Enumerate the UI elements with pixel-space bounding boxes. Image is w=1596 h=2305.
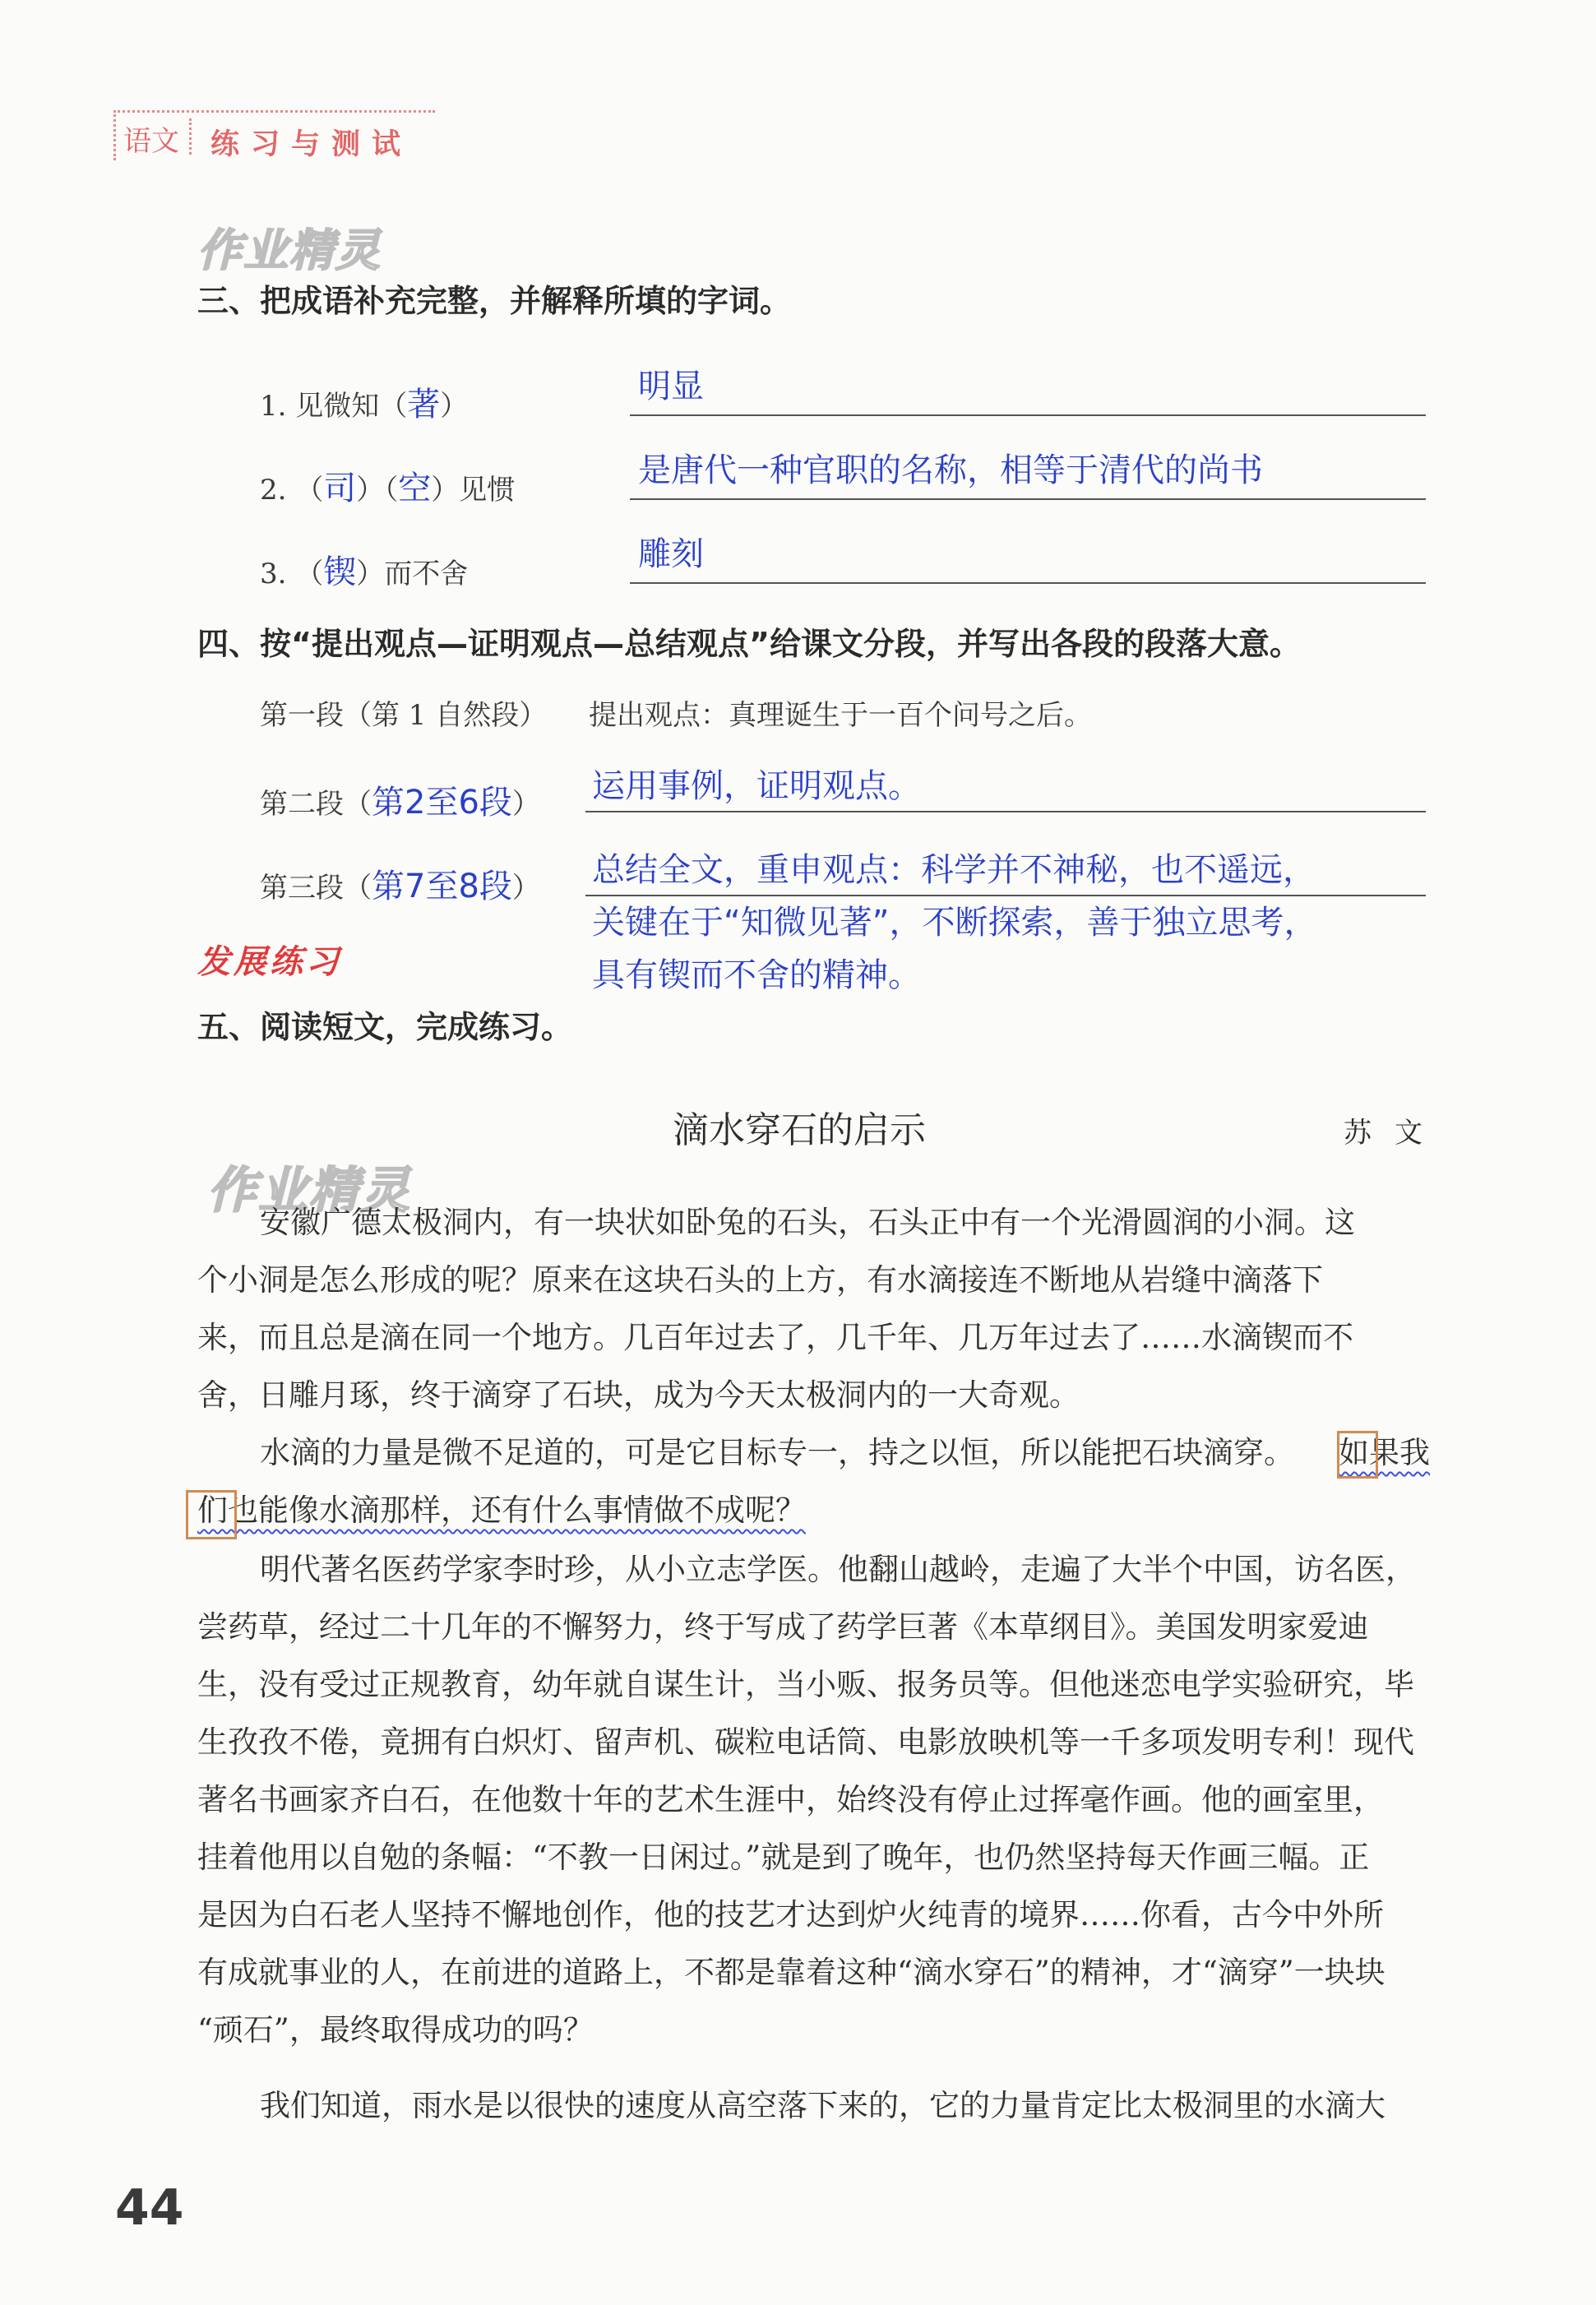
- passage-line: 我们知道，雨水是以很快的速度从高空落下来的，它的力量肯定比太极洞里的水滴大: [260, 2088, 1386, 2123]
- row-label: ）: [511, 788, 540, 821]
- item-text: ）见惯: [431, 474, 516, 507]
- watermark: 作业精灵: [197, 224, 382, 276]
- passage-line: 安徽广德太极洞内，有一块状如卧兔的石头，石头正中有一个光滑圆润的小洞。这: [260, 1205, 1355, 1240]
- idiom-item-3: [260, 546, 468, 593]
- passage-line: “顽石”，最终取得成功的吗？: [197, 2012, 594, 2048]
- watermark: 作业精灵: [207, 1162, 411, 1220]
- item-number: 2.: [260, 474, 287, 507]
- paragraph-row-3: [260, 860, 540, 907]
- item-text: ）而不舍: [356, 558, 469, 590]
- annotation-box: [1337, 1431, 1378, 1479]
- passage-line: 明代著名医药学家李时珍，从小立志学医。他翻山越岭，走遍了大半个中国，访名医，: [260, 1552, 1416, 1587]
- row-label: 第一段（第 1 自然段）: [260, 699, 548, 732]
- annotation-box: [186, 1490, 237, 1539]
- passage-line: 尝药草，经过二十几年的不懈努力，终于写成了药学巨著《本草纲目》。美国发明家爱迪: [197, 1609, 1369, 1645]
- page-header: [113, 110, 433, 161]
- idiom-answer-1[interactable]: 明显: [638, 368, 704, 405]
- passage-line: 是因为白石老人坚持不懈地创作，他的技艺才达到炉火纯青的境界……你看，古今中外所: [197, 1897, 1384, 1932]
- filled-char[interactable]: 空: [398, 470, 432, 507]
- underlined-sentence: 们也能像水滴那样，还有什么事情做不成呢？: [197, 1493, 806, 1528]
- item-text: （: [295, 558, 324, 590]
- filled-char[interactable]: 司: [323, 470, 357, 507]
- item-text: 见微知（: [295, 390, 408, 423]
- item-text: （: [295, 474, 324, 507]
- answer-line: [630, 498, 1426, 500]
- passage-line: 挂着他用以自勉的条幅：“不教一日闲过。”就是到了晚年，也仍然坚持每天作画三幅。正: [197, 1840, 1370, 1875]
- section5-heading: 五、阅读短文，完成练习。: [197, 1009, 573, 1045]
- row-answer-3-line1[interactable]: 总结全文，重申观点：科学并不神秘，也不遥远，: [592, 851, 1316, 889]
- idiom-item-2: [260, 462, 515, 509]
- passage-title: 滴水穿石的启示: [673, 1109, 926, 1151]
- header-title: 练习与测试: [210, 128, 413, 161]
- passage-line: 著名书画家齐白石，在他数十年的艺术生涯中，始终没有停止过挥毫作画。他的画室里，: [197, 1782, 1384, 1817]
- row-content: 提出观点：真理诞生于一百个问号之后。: [589, 699, 1092, 732]
- item-number: 1.: [260, 390, 287, 423]
- page-number: 44: [115, 2179, 184, 2237]
- passage-line: 有成就事业的人，在前进的道路上，不都是靠着这种“滴水穿石”的精神，才“滴穿”一块块: [197, 1955, 1386, 1990]
- section3-heading: 三、把成语补充完整，并解释所填的字词。: [197, 283, 792, 319]
- filled-range[interactable]: 第7至8段: [372, 868, 512, 905]
- row-answer-2[interactable]: 运用事例，证明观点。: [592, 767, 921, 805]
- filled-char[interactable]: 著: [407, 386, 441, 424]
- passage-line: 生孜孜不倦，竟拥有白炽灯、留声机、碳粒电话筒、电影放映机等一千多项发明专利！现代: [197, 1724, 1414, 1760]
- paragraph-row-1: [260, 692, 547, 733]
- idiom-item-1: [260, 378, 468, 425]
- row-answer-3-line3[interactable]: 具有锲而不舍的精神。: [592, 956, 921, 994]
- section4-heading: 四、按“提出观点—证明观点—总结观点”给课文分段，并写出各段的段落大意。: [197, 626, 1301, 662]
- passage-line: 个小洞是怎么形成的呢？原来在这块石头的上方，有水滴接连不断地从岩缝中滴落下: [197, 1262, 1323, 1298]
- passage-line: 生，没有受过正规教育，幼年就自谋生计，当小贩、报务员等。但他迷恋电学实验研究，毕: [197, 1667, 1414, 1702]
- idiom-answer-2[interactable]: 是唐代一种官职的名称，相等于清代的尚书: [638, 451, 1263, 489]
- row-label: 第三段（: [260, 872, 372, 905]
- row-answer-3-line2[interactable]: 关键在于“知微见著”，不断探索，善于独立思考，: [592, 904, 1317, 942]
- passage-author: 苏文: [1344, 1117, 1446, 1150]
- passage-line: 舍，日雕月琢，终于滴穿了石块，成为今天太极洞内的一大奇观。: [197, 1377, 1080, 1413]
- answer-line: [585, 811, 1426, 812]
- row-label: 第二段（: [260, 788, 372, 821]
- development-heading: 发展练习: [197, 943, 342, 981]
- answer-line: [630, 414, 1426, 416]
- passage-line: 来，而且总是滴在同一个地方。几百年过去了，几千年、几万年过去了……水滴锲而不: [197, 1320, 1353, 1355]
- filled-range[interactable]: 第2至6段: [372, 784, 512, 822]
- item-text: ）（: [356, 474, 399, 507]
- item-number: 3.: [260, 558, 287, 590]
- filled-char[interactable]: 锲: [323, 553, 357, 591]
- header-divider: [189, 118, 194, 155]
- header-subject: 语文: [123, 125, 179, 158]
- item-text: ）: [440, 390, 469, 423]
- passage-line: 水滴的力量是微不足道的，可是它目标专一，持之以恒，所以能把石块滴穿。: [260, 1435, 1294, 1470]
- idiom-answer-3[interactable]: 雕刻: [638, 535, 704, 573]
- answer-line: [630, 582, 1426, 584]
- underlined-sentence: 如果我: [1339, 1435, 1430, 1470]
- row-label: ）: [511, 872, 540, 905]
- paragraph-row-2: [260, 776, 540, 823]
